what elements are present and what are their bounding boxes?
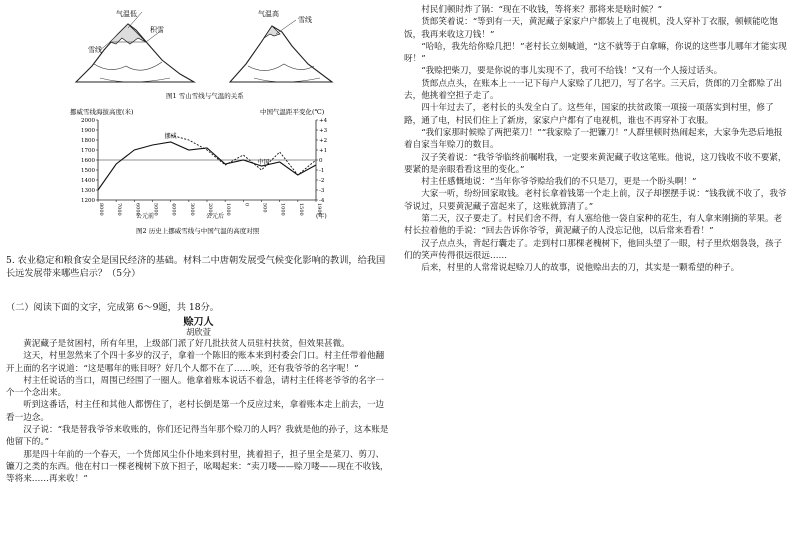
x-tick-label: 4000 xyxy=(170,203,177,216)
left-tick-label: 1600 xyxy=(81,158,95,164)
series-label-china: 中国 xyxy=(257,159,270,166)
right-paragraph: 大家一听，纷纷回家取钱。老村长拿着钱第一个走上前，汉子却摆摆手说：“钱我就不收了，我爷爷说过，只要黄泥藏子富起来了，这账就算清了。” xyxy=(404,189,787,212)
label-temp-low: 气温低 xyxy=(116,10,137,18)
figure2-caption: 图2 历史上挪威雪线与中国气温的高度对照 xyxy=(136,227,260,235)
label-snow: 积雪 xyxy=(150,26,164,34)
label-ce: 公元后 xyxy=(206,213,225,220)
x-tick-label: 1000 xyxy=(225,203,232,216)
right-paragraph: 货郎点点头，在账本上一一记下每户人家赊了几把刀，写了名字。三天后，货郎的刀全都赊了出去，他挑着空担子走了。 xyxy=(404,78,783,102)
x-tick-label: 1000 xyxy=(279,203,286,216)
right-axis-title: 中国气温距平变化(℃) xyxy=(260,108,325,116)
series-line-china xyxy=(171,135,316,175)
x-tick-label: 5000 xyxy=(152,203,159,216)
right-paragraph: 货郎笑着说：“等到有一天，黄泥藏子家家户户都装上了电视机，没人穿补丁衣服，顿顿能吃饱饭，我再来收这刀钱！” xyxy=(404,17,778,40)
x-tick-label: 1900 xyxy=(316,203,322,216)
left-paragraph: 黄泥藏子是贫困村，所有年里，上级部门派了好几批扶贫人员驻村扶贫，但效果甚微。 xyxy=(23,339,350,349)
right-tick-label: +4 xyxy=(319,118,328,124)
right-paragraph: 四十年过去了，老村长的头发全白了。这些年，国家的扶贫政策一项接一项落实到村里，修了路，通了电，村民们住上了新房，家家户户都有了电视机，谁也不再穿补丁衣服。 xyxy=(404,103,774,126)
right-paragraph: “哈哈，我先给你赊几把！”老村长立刻喊道，“这不就等于白拿嘛，你说的这些事儿哪年才能实现呀！” xyxy=(404,41,787,65)
figure-snowline-temperature-chart xyxy=(70,106,350,236)
x-tick-label: 6000 xyxy=(134,203,141,216)
label-snowline-right: 雪线 xyxy=(298,16,312,24)
right-story-body xyxy=(404,4,790,275)
x-tick-label: 7000 xyxy=(116,203,123,216)
label-temp-high: 气温高 xyxy=(258,10,279,18)
series-label-norway: 挪威 xyxy=(164,133,177,140)
story-title: 赊刀人 xyxy=(183,317,214,328)
left-axis-title: 挪威雪线海拔高度(米) xyxy=(70,108,134,116)
right-tick-label: +1 xyxy=(319,148,328,154)
left-paragraph: 听到这番话，村主任和其他人都愣住了，老村长倒是第一个反应过来，拿着账本走上前去，一边看一边念。 xyxy=(6,400,385,423)
label-snowline-left: 雪线 xyxy=(88,46,102,54)
left-paragraph: 汉子说：“我是替我爷爷来收账的，你们还记得当年那个赊刀的人吗？我就是他的孙子，这本账是他留下的。” xyxy=(6,425,389,448)
left-tick-label: 2000 xyxy=(81,118,95,124)
left-paragraph: 这天，村里忽然来了个四十多岁的汉子，拿着一个陈旧的账本来到村委会门口。村主任带着他翻开上面的名字说道：“这是哪年的账目呀？好几个人都不在了……唉，还有我爷爷的名字呢！” xyxy=(6,351,385,374)
right-tick-label: +2 xyxy=(319,138,328,144)
x-tick-label: 500 xyxy=(261,203,268,213)
right-paragraph: 第二天，汉子要走了。村民们舍不得，有人塞给他一袋自家种的花生，有人拿来刚摘的苹果。老村长拉着他的手说：“回去告诉你爷爷，黄泥藏子的人没忘记他，以后常来看看！” xyxy=(404,214,783,237)
left-tick-label: 1800 xyxy=(81,138,95,144)
right-tick-label: +3 xyxy=(319,128,328,134)
x-tick-label: 3000 xyxy=(188,203,195,216)
section2-heading: （二）阅读下面的文字，完成第 6～9题，共 18分。 xyxy=(6,302,219,313)
left-tick-label: 1700 xyxy=(81,148,95,154)
right-paragraph: 汉子笑着说：“我爷爷临终前嘱咐我，一定要来黄泥藏子收这笔账。他说，这刀钱收不收不要紧，要紧的是亲眼看看这里的变化。” xyxy=(404,152,787,175)
right-paragraph: “我们家那时候赊了两把菜刀！”“我家赊了一把镰刀！”人群里顿时热闹起来，大家争先恐后地报着自家当年赊刀的数目。 xyxy=(404,127,783,151)
x-tick-label: 8000 xyxy=(98,203,104,216)
plot-area xyxy=(81,118,328,216)
right-paragraph: “我赊把柴刀，要是你说的事儿实现不了，我可不给钱！”又有一个人接过话头。 xyxy=(421,66,723,77)
right-paragraph: 汉子点点头，背起行囊走了。走到村口那棵老槐树下，他回头望了一眼，村子里炊烟袅袅，孩子们的笑声传得很远很远…… xyxy=(404,238,783,261)
label-bce: 公元前 xyxy=(136,213,155,220)
left-paragraph: 村主任说话的当口，周围已经围了一圈人。他拿着账本说话不着急，请村主任将老爷爷的名字一个一个念出来。 xyxy=(6,375,385,399)
story-author: 胡欣萱 xyxy=(185,327,212,337)
right-tick-label: 0 xyxy=(319,158,323,164)
left-tick-label: 1200 xyxy=(81,198,95,204)
right-column xyxy=(400,0,794,560)
right-paragraph: 村民们顿时炸了锅：“现在不收钱，等将来？那将来是啥时候？” xyxy=(421,5,663,15)
left-paragraph: 那是四十年前的一个春天，一个货郎风尘仆仆地来到村里，挑着担子，担子里全是菜刀、剪刀、镰刀之类的东西。他在村口一棵老槐树下放下担子，吆喝起来：“卖刀喽——赊刀喽——现在不收钱，等将来……再来收！” xyxy=(6,449,389,485)
left-story-body xyxy=(6,338,390,486)
question-5: 5. 农业稳定和粮食安全是国民经济的基础。材料二中唐朝发展受气候变化影响的教训，给我国长远发展带来哪些启示？（5分） xyxy=(6,255,386,279)
right-tick-label: -3 xyxy=(319,188,325,194)
x-tick-label: 0 xyxy=(243,203,250,207)
left-tick-label: 1400 xyxy=(81,178,95,184)
right-tick-label: -1 xyxy=(319,168,325,174)
left-tick-label: 1500 xyxy=(81,168,95,174)
left-tick-label: 1300 xyxy=(81,188,95,194)
right-tick-label: -2 xyxy=(319,178,325,184)
right-paragraph: 后来，村里的人常常说起赊刀人的故事，说他赊出去的刀，其实是一颗希望的种子。 xyxy=(421,263,740,274)
right-paragraph: 村主任感慨地说：“当年你爷爷赊给我们的不只是刀，更是一个盼头啊！” xyxy=(421,177,697,188)
x-tick-label: 2000 xyxy=(207,203,213,216)
label-year-unit: (年) xyxy=(316,213,327,220)
left-tick-label: 1900 xyxy=(81,128,95,134)
figure1-caption: 图1 雪山雪线与气温的关系 xyxy=(166,92,244,100)
x-tick-label: 1500 xyxy=(297,203,304,216)
figure-snowline-mountains xyxy=(70,4,370,100)
right-tick-label: -4 xyxy=(319,198,325,204)
series-line-norway xyxy=(98,142,316,190)
